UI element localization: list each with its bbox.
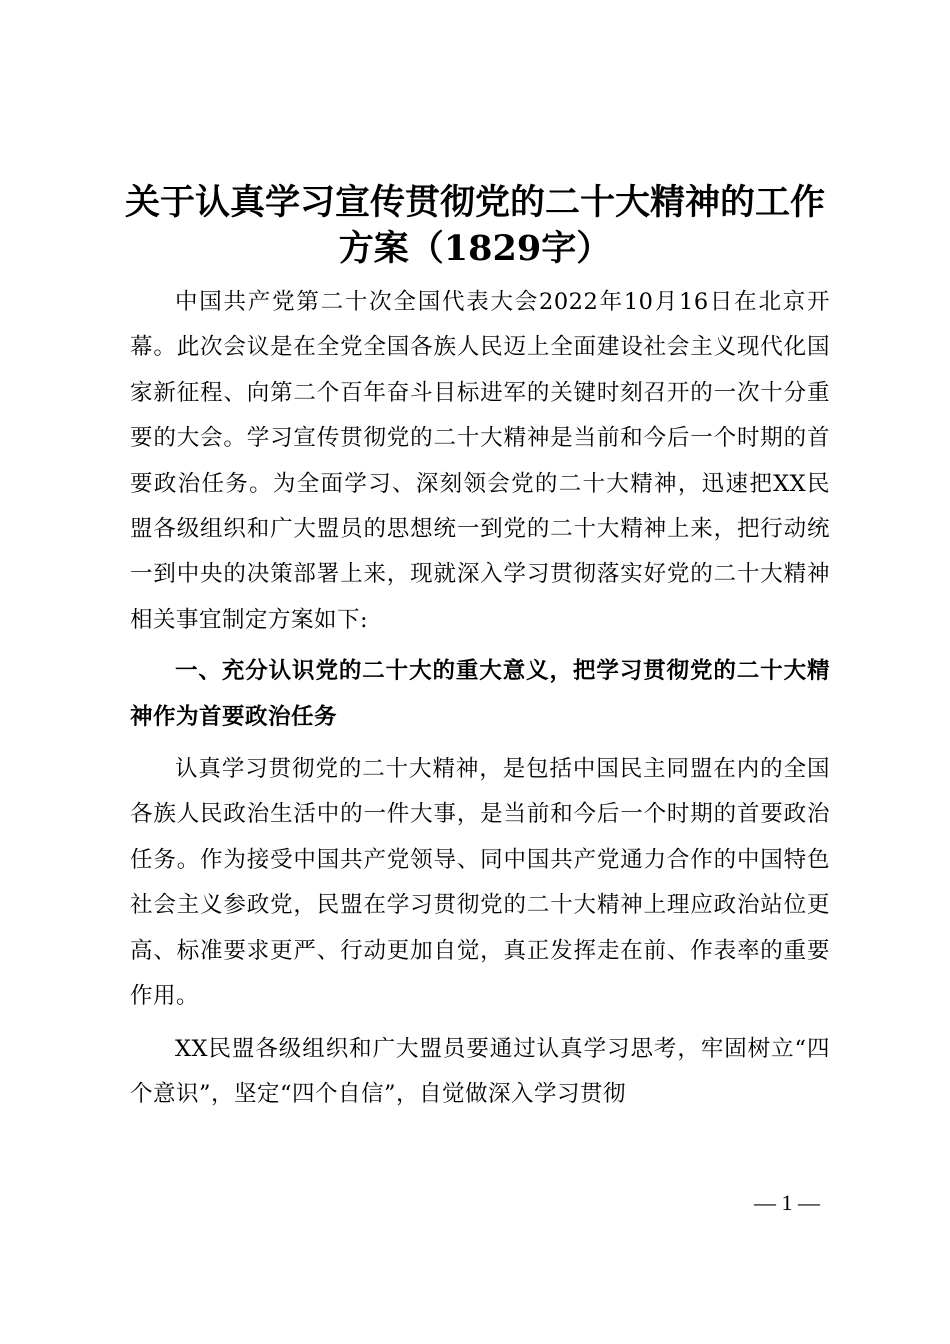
paragraph-intro: 中国共产党第二十次全国代表大会2022年10月16日在北京开幕。此次会议是在全党全国各族人民迈上全面建设社会主义现代化国家新征程、向第二个百年奋斗目标进军的关键时刻召开的一次十分重要的大会。学习宣传贯彻党的二十大精神是当前和今后一个时期的首要政治任务。为全面学习、深刻领会党的二十大精神，迅速把XX民盟各级组织和广大盟员的思想统一到党的二十大精神上来，把行动统一到中央的决策部署上来，现就深入学习贯彻落实好党的二十大精神相关事宜制定方案如下: <box>130 289 830 633</box>
title-line-2: 方案（1829字） <box>338 228 612 269</box>
section-heading-1: 一、充分认识党的二十大的重大意义，把学习贯彻党的二十大精神作为首要政治任务 <box>130 658 830 730</box>
paragraph-section1-1: 认真学习贯彻党的二十大精神，是包括中国民主同盟在内的全国各族人民政治生活中的一件大事，是当前和今后一个时期的首要政治任务。作为接受中国共产党领导、同中国共产党通力合作的中国特色社会主义参政党，民盟在学习贯彻党的二十大精神上理应政治站位更高、标准要求更严、行动更加自觉，真正发挥走在前、作表率的重要作用。 <box>130 756 830 1010</box>
title-line-1: 关于认真学习宣传贯彻党的二十大精神的工作 <box>124 182 825 223</box>
document-body <box>130 280 830 1117</box>
page-number: — 1 — <box>754 1190 820 1215</box>
document-title <box>100 180 850 272</box>
paragraph-section1-2: XX民盟各级组织和广大盟员要通过认真学习思考，牢固树立“四个意识”，坚定“四个自信”，自觉做深入学习贯彻 <box>130 1035 830 1107</box>
